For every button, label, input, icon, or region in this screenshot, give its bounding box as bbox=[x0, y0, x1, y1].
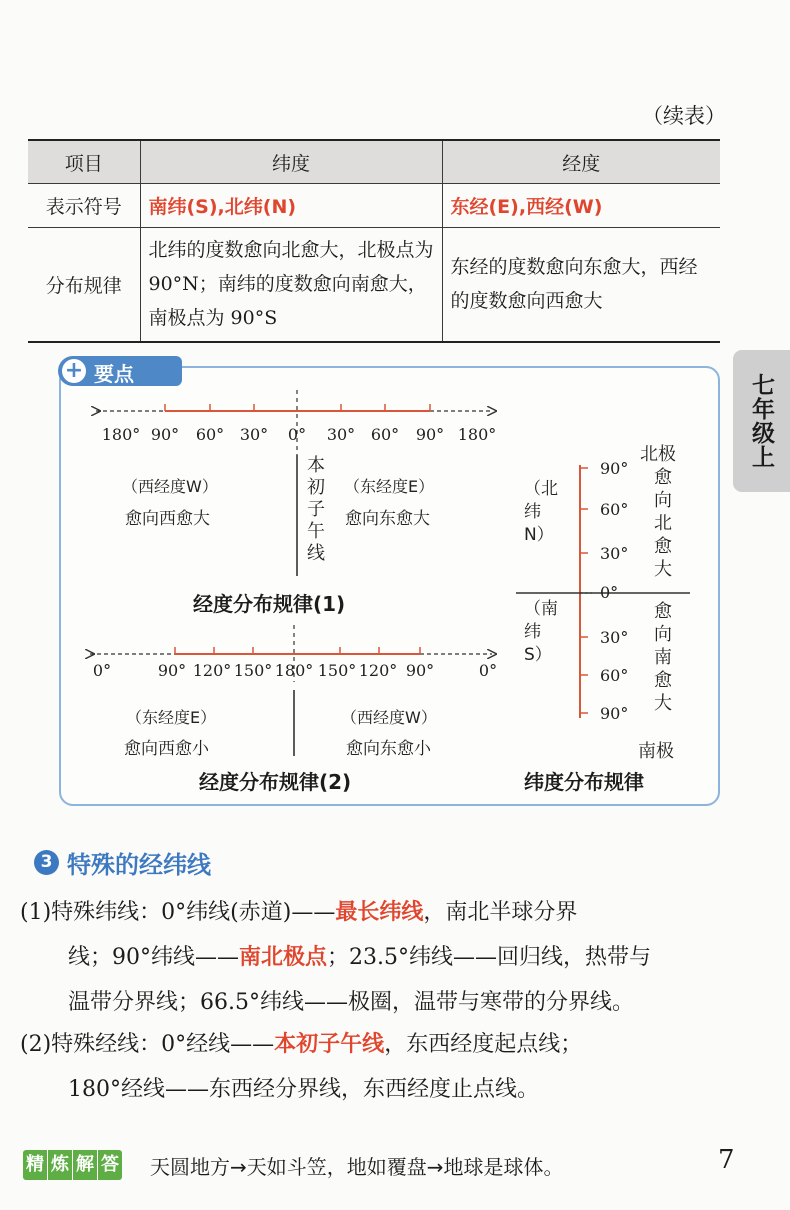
d2-tick-label: 90° bbox=[157, 661, 187, 680]
p1-text-b: ，南北半球分界 bbox=[423, 900, 578, 925]
longitude-rule: 东经的度数愈向东愈大，西经的度数愈向西愈大 bbox=[442, 228, 720, 342]
answer-tag-char: 答 bbox=[101, 1154, 119, 1175]
d2-east-label: （东经度E） bbox=[126, 708, 217, 727]
d2-tick-label: 150° bbox=[233, 661, 273, 680]
d3-caption: 纬度分布规律 bbox=[524, 770, 644, 794]
table-header-latitude: 纬度 bbox=[140, 140, 442, 184]
p1-text-d: ；23.5°纬线——回归线，热带与 bbox=[327, 945, 652, 970]
longitude-symbols: 东经(E),西经(W) bbox=[442, 184, 720, 228]
p2-text-a: (2)特殊经线：0°经线—— bbox=[20, 1032, 275, 1057]
d1-east-desc: 愈向东愈大 bbox=[345, 509, 430, 529]
latitude-symbols: 南纬(S),北纬(N) bbox=[140, 184, 442, 228]
d1-tick-label: 180° bbox=[457, 425, 497, 444]
d3-tick-label: 60° bbox=[600, 500, 629, 519]
latitude-rule: 北纬的度数愈向北愈大，北极点为 90°N；南纬的度数愈向南愈大，南极点为 90°S bbox=[140, 228, 442, 342]
section-number: 3 bbox=[34, 850, 59, 875]
p2-text-b: ，东西经度起点线； bbox=[384, 1032, 583, 1057]
d1-east-label: （东经度E） bbox=[344, 477, 435, 496]
d3-north-pole: 北极 bbox=[640, 444, 676, 465]
p1-text-a: (1)特殊纬线：0°纬线(赤道)—— bbox=[20, 900, 336, 925]
page-number: 7 bbox=[718, 1145, 735, 1175]
d1-tick-label: 30° bbox=[326, 425, 356, 444]
d2-tick-label: 0° bbox=[478, 661, 498, 680]
d1-west-label: （西经度W） bbox=[122, 477, 218, 496]
d1-tick-label: 60° bbox=[370, 425, 400, 444]
d2-east-desc: 愈向西愈小 bbox=[124, 739, 209, 759]
d2-tick-label: 0° bbox=[92, 661, 112, 680]
section-title bbox=[34, 845, 211, 880]
d3-north-desc: 愈向北愈大 bbox=[654, 467, 672, 580]
d1-prime-meridian-label: 本初子午线 bbox=[307, 455, 325, 564]
p1-highlight-longest: 最长纬线 bbox=[335, 900, 424, 925]
d2-tick-label: 90° bbox=[405, 661, 435, 680]
d1-caption: 经度分布规律(1) bbox=[193, 592, 346, 616]
d2-west-desc: 愈向东愈小 bbox=[346, 739, 431, 759]
section-title-text: 特殊的经纬线 bbox=[67, 851, 211, 879]
plus-icon: + bbox=[62, 359, 86, 383]
answer-text: 天圆地方→天如斗笠，地如覆盘→地球是球体。 bbox=[150, 1155, 564, 1179]
p1-highlight-poles: 南北极点 bbox=[239, 945, 328, 970]
d3-tick-label: 0° bbox=[600, 583, 619, 602]
d3-south-pole: 南极 bbox=[638, 741, 674, 762]
d1-tick-label: 60° bbox=[195, 425, 225, 444]
p2-highlight-prime: 本初子午线 bbox=[274, 1032, 385, 1057]
d2-tick-label: 120° bbox=[192, 661, 232, 680]
d3-tick-label: 90° bbox=[600, 704, 629, 723]
answer-tag-char: 精 bbox=[23, 1150, 48, 1180]
d1-tick-label: 90° bbox=[150, 425, 180, 444]
table-header-item: 项目 bbox=[28, 140, 140, 184]
d1-west-desc: 愈向西愈大 bbox=[125, 509, 210, 529]
paragraph-special-meridians bbox=[20, 1022, 725, 1112]
p1-text-e: 温带分界线；66.5°纬线——极圈，温带与寒带的分界线。 bbox=[68, 990, 634, 1015]
d3-tick-label: 30° bbox=[600, 628, 629, 647]
paragraph-special-latitudes bbox=[20, 890, 725, 1025]
d3-tick-label: 60° bbox=[600, 666, 629, 685]
d3-tick-label: 90° bbox=[600, 459, 629, 478]
continued-table-label: （续表） bbox=[642, 104, 726, 128]
d2-tick-label: 150° bbox=[317, 661, 357, 680]
d2-tick-label: 120° bbox=[358, 661, 398, 680]
d3-south-desc: 愈向南愈大 bbox=[654, 601, 672, 714]
key-points-title: 要点 bbox=[94, 362, 134, 386]
d2-west-label: （西经度W） bbox=[341, 708, 437, 727]
d1-tick-label: 90° bbox=[415, 425, 445, 444]
d2-caption: 经度分布规律(2) bbox=[199, 770, 352, 794]
d3-north-label: （北纬N） bbox=[524, 479, 558, 545]
answer-tag-char: 解 bbox=[73, 1150, 98, 1180]
table-row-label: 分布规律 bbox=[28, 228, 140, 342]
table-row-label: 表示符号 bbox=[28, 184, 140, 228]
grade-tab: 七年级上 bbox=[733, 350, 790, 492]
d1-tick-label: 180° bbox=[101, 425, 141, 444]
p2-text-c: 180°经线——东西经分界线，东西经度止点线。 bbox=[68, 1077, 539, 1102]
concise-answer-tag bbox=[23, 1150, 122, 1180]
d1-tick-label: 30° bbox=[239, 425, 269, 444]
d2-tick-label: 180° bbox=[274, 661, 314, 680]
d3-south-label: （南纬S） bbox=[524, 599, 558, 665]
p1-text-c: 线；90°纬线—— bbox=[68, 945, 239, 970]
d1-tick-label: 0° bbox=[287, 425, 307, 444]
d3-tick-label: 30° bbox=[600, 544, 629, 563]
table-header-longitude: 经度 bbox=[442, 140, 720, 184]
answer-tag-char: 炼 bbox=[48, 1150, 73, 1180]
